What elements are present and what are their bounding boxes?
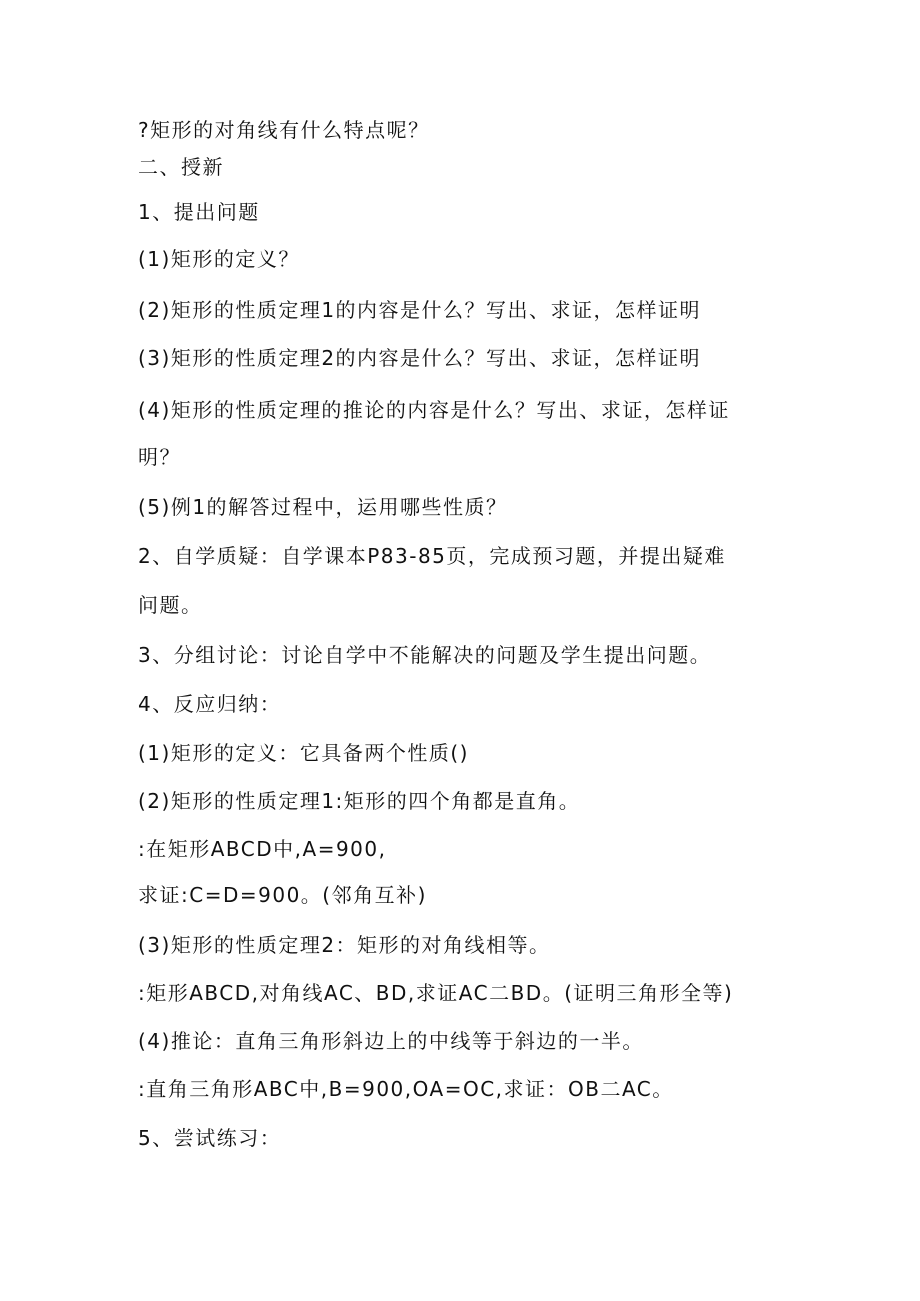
question-item-5: (5)例1的解答过程中，运用哪些性质？ <box>138 495 508 519</box>
question-item-4: (4)矩形的性质定理的推论的内容是什么？写出、求证，怎样证 <box>138 398 730 422</box>
summary-item-4-given: :直角三角形ABC中,B=900,OA=OC,求证：OB二AC。 <box>138 1077 674 1101</box>
summary-item-4: (4)推论：直角三角形斜边上的中线等于斜边的一半。 <box>138 1029 644 1053</box>
summary-item-1: (1)矩形的定义：它具备两个性质() <box>138 741 469 765</box>
summary-item-2-given: :在矩形ABCD中,A=900, <box>138 837 387 861</box>
summary-item-2-prove: 求证:C=D=900。(邻角互补) <box>138 883 427 907</box>
self-study-continued: 问题。 <box>138 593 203 617</box>
heading-self-study: 2、自学质疑：自学课本P83-85页，完成预习题，并提出疑难 <box>138 544 726 568</box>
question-item-1: (1)矩形的定义？ <box>138 247 300 271</box>
question-item-4-continued: 明？ <box>138 445 181 469</box>
question-item-3: (3)矩形的性质定理2的内容是什么？写出、求证，怎样证明 <box>138 346 702 370</box>
text-line-question: ?矩形的对角线有什么特点呢？ <box>138 118 430 142</box>
heading-practice: 5、尝试练习： <box>138 1126 282 1150</box>
summary-item-3-given: :矩形ABCD,对角线AC、BD,求证AC二BD。(证明三角形全等) <box>138 981 734 1005</box>
question-item-2: (2)矩形的性质定理1的内容是什么？写出、求证，怎样证明 <box>138 298 702 322</box>
heading-raise-questions: 1、提出问题 <box>138 200 260 224</box>
heading-group-discussion: 3、分组讨论：讨论自学中不能解决的问题及学生提出问题。 <box>138 643 712 667</box>
summary-item-2: (2)矩形的性质定理1:矩形的四个角都是直角。 <box>138 789 581 813</box>
summary-item-3: (3)矩形的性质定理2：矩形的对角线相等。 <box>138 933 551 957</box>
heading-summary: 4、反应归纳： <box>138 692 282 716</box>
section-heading-new-lesson: 二、授新 <box>138 155 224 179</box>
